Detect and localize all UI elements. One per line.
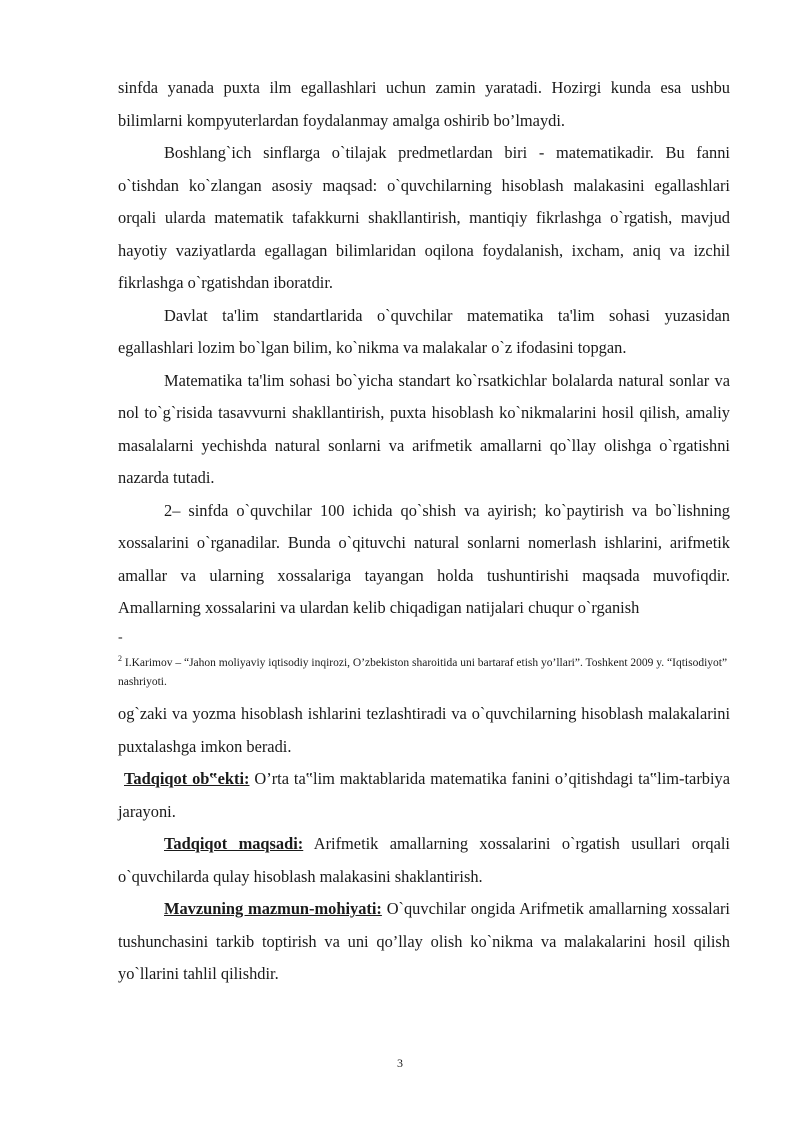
paragraph-2: Boshlang`ich sinflarga o`tilajak predmetlardan biri - matematikadir. Bu fanni o`tishdan ko`zlangan asosiy maqsad: o`quvchilarning hisoblash malakasini egallashlari orqali ularda matematik tafakkurni shakllantirish, mantiqiy fikrlashga o`rgatish, mavjud hayotiy vaziyatlarda egallagan bilimlaridan oqilona foydalanish, ixcham, aniq va izchil fikrlashga o`rgatishdan iboratdir. [118, 143, 730, 292]
research-object-text: O’rta ta‟lim maktablarida matematika fanini o’qitishdagi ta‟lim-tarbiya jarayoni. [118, 769, 730, 821]
paragraph-6: og`zaki va yozma hisoblash ishlarini tezlashtiradi va o`quvchilarning hisoblash malakalarini puxtalashga imkon beradi. [118, 704, 730, 756]
topic-essence-text: O`quvchilar ongida Arifmetik amallarning xossalari tushunchasini tarkib toptirish va uni qo’llay olish ko`nikma va malakalarini hosil qilish yo`llarini tahlil qilishdir. [118, 899, 730, 984]
footnote-separator: - [118, 629, 123, 645]
paragraph-5: 2– sinfda o`quvchilar 100 ichida qo`shish va ayirish; ko`paytirish va bo`lishning xossalarini o`rganadilar. Bunda o`qituvchi natural sonlarni nomerlash ishlarini, arifmetik amallar va ularning xossalariga tayangan holda tushuntirishi maqsada muvofiqdir. Amallarning xossalarini va ulardan kelib chiqadigan natijalari chuqur o`rganish [118, 500, 730, 617]
document-page [118, 72, 730, 991]
topic-essence-label: Mavzuning mazmun-mohiyati: [164, 899, 382, 919]
footnote-marker: 2 [118, 653, 122, 663]
page-number: 3 [397, 1056, 403, 1070]
research-object-label: Tadqiqot ob‟ekti: [124, 769, 250, 789]
footnote [118, 649, 730, 693]
research-object [118, 763, 730, 828]
paragraph-4: Matematika ta'lim sohasi bo`yicha standart ko`rsatkichlar bolalarda natural sonlar va nol to`g`risida tasavvurni shakllantirish, puxta hisoblash ko`nikmalarini hosil qilish, amaliy masalalarni yechishda natural sonlarni va arifmetik amallarni qo`llay olishga o`rgatishni nazarda tutadi. [118, 370, 730, 487]
paragraph-1: sinfda yanada puxta ilm egallashlari uchun zamin yaratadi. Hozirgi kunda esa ushbu bilimlarni kompyuterlardan foydalanmay amalga oshirib bo’lmaydi. [118, 78, 730, 130]
footnote-text: I.Karimov – “Jahon moliyaviy iqtisodiy inqirozi, O’zbekiston sharoitida uni bartaraf etish yo’llari”. Toshkent 2009 y. “Iqtisodiyot” nashriyoti. [118, 656, 728, 689]
paragraph-3: Davlat ta'lim standartlarida o`quvchilar matematika ta'lim sohasi yuzasidan egallashlari lozim bo`lgan bilim, ko`nikma va malakalar o`z ifodasini topgan. [118, 305, 730, 357]
research-goal-label: Tadqiqot maqsadi: [164, 834, 304, 854]
topic-essence [118, 893, 730, 991]
research-goal-text: Arifmetik amallarning xossalarini o`rgatish usullari orqali o`quvchilarda qulay hisoblash malakasini shaklantirish. [118, 834, 730, 886]
research-goal [118, 828, 730, 893]
